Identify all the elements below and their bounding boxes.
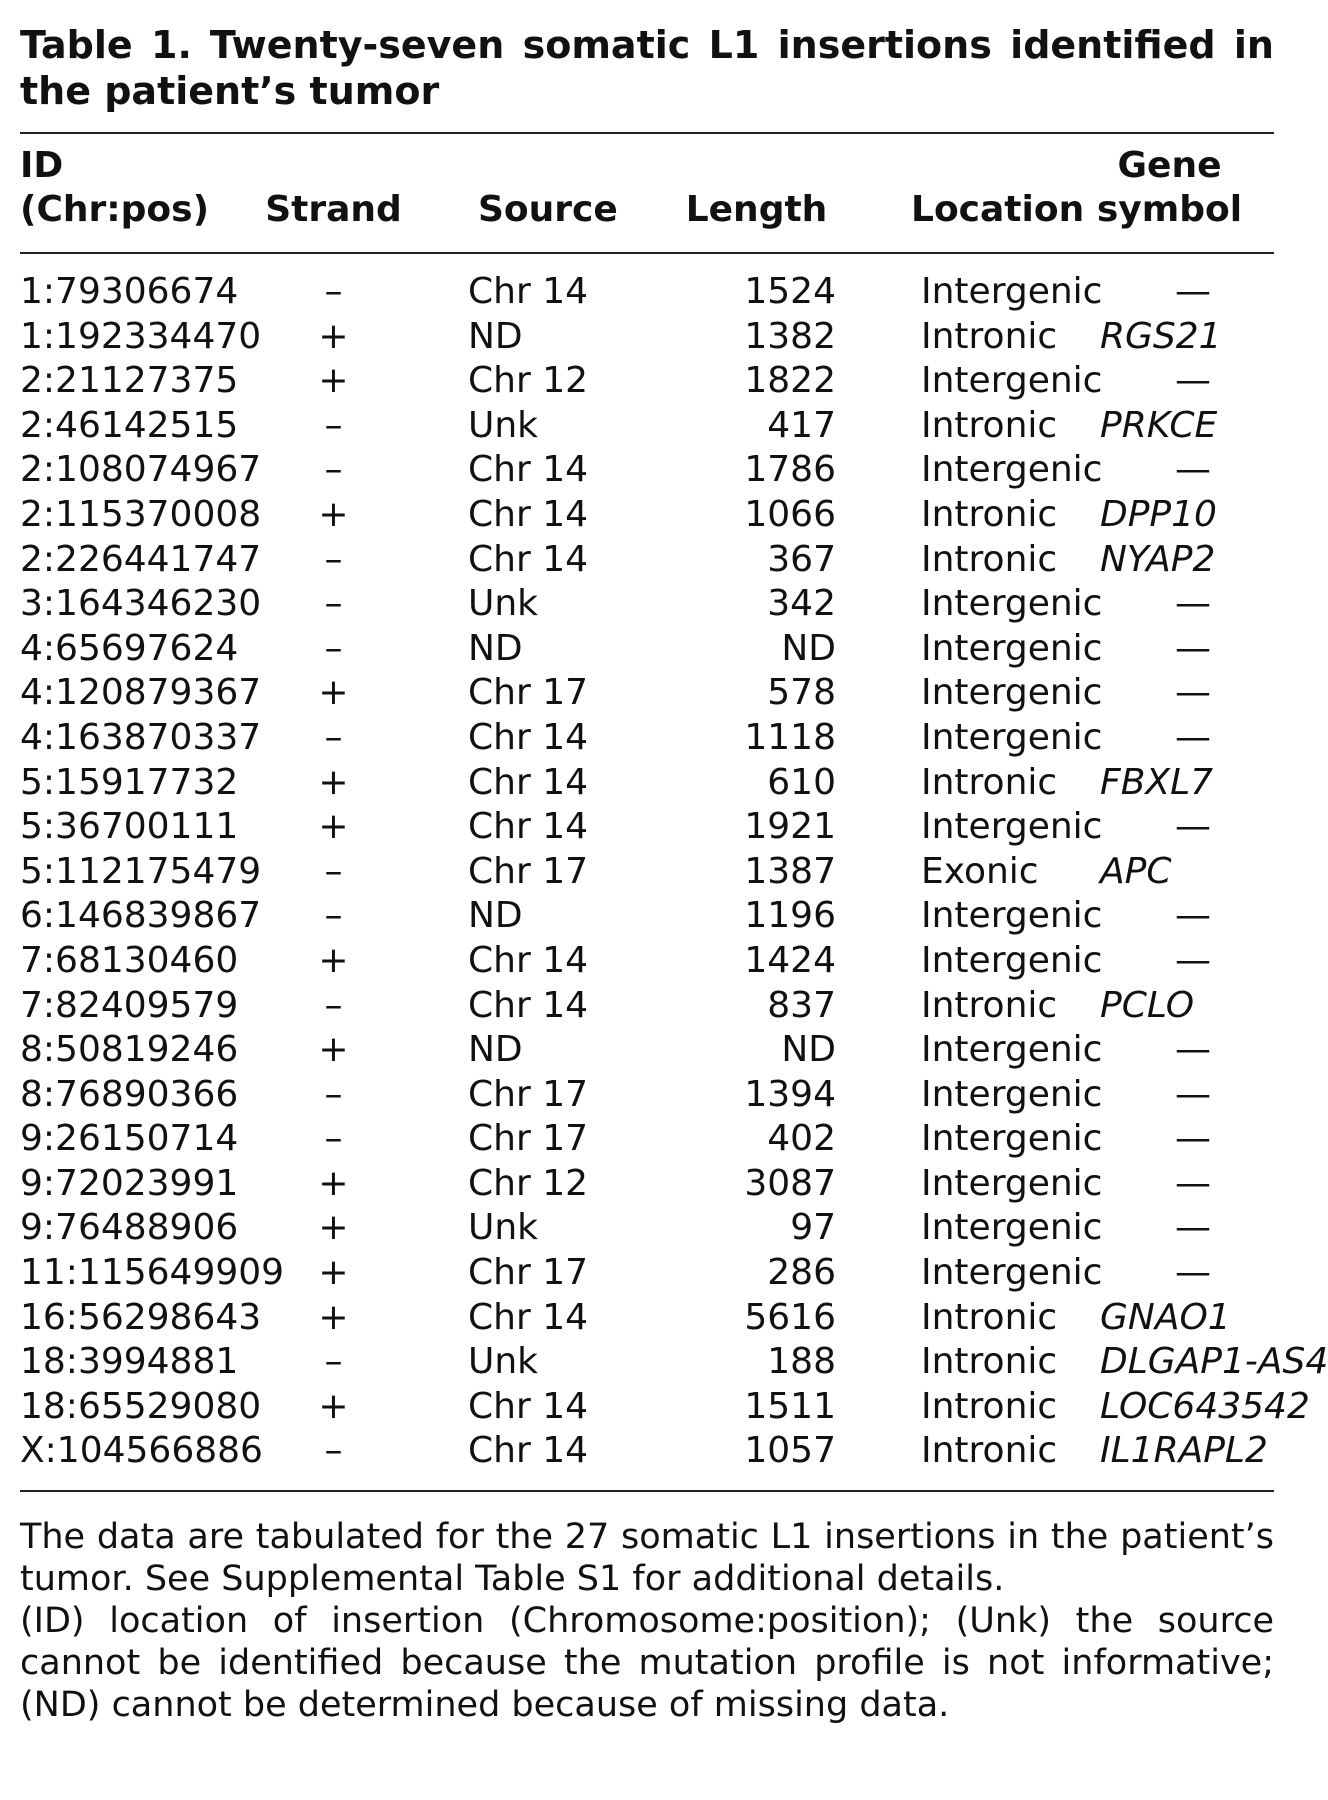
cell-length: 1382: [744, 315, 836, 357]
cell-id: 6:146839867: [20, 895, 262, 937]
cell-location: Intronic: [921, 1341, 1058, 1383]
cell-length: 1196: [744, 895, 836, 937]
cell-source: Chr 12: [468, 360, 589, 402]
header-row: [20, 144, 1274, 253]
cell-id: 2:46142515: [20, 404, 239, 446]
cell-strand: –: [324, 716, 343, 758]
table-row: [20, 1340, 1274, 1385]
cell-length: 1524: [744, 271, 836, 312]
cell-strand: –: [324, 271, 343, 312]
table-row: [20, 582, 1274, 627]
cell-location: Intergenic: [921, 583, 1103, 625]
table-row: [20, 761, 1274, 806]
cell-strand: +: [318, 806, 349, 848]
cell-length: 286: [767, 1252, 836, 1294]
cell-length: ND: [781, 627, 836, 669]
header-strand: Strand: [265, 189, 402, 230]
cell-source: Chr 14: [468, 449, 589, 491]
cell-gene-symbol: RGS21: [1100, 315, 1222, 357]
cell-strand: +: [318, 761, 349, 803]
cell-gene-symbol: GNAO1: [1100, 1296, 1231, 1338]
cell-location: Intergenic: [921, 1162, 1103, 1204]
table-row: [20, 1162, 1274, 1207]
cell-id: 8:76890366: [20, 1073, 239, 1115]
cell-strand: –: [324, 583, 343, 625]
cell-location: Intronic: [921, 984, 1058, 1026]
cell-id: 18:65529080: [20, 1385, 262, 1427]
cell-source: Chr 17: [468, 1073, 589, 1115]
header-location: Location: [911, 189, 1085, 230]
table-document: [20, 14, 1328, 1726]
cell-length: 610: [767, 761, 836, 803]
cell-source: Unk: [468, 1207, 539, 1249]
table-footnotes: [20, 1516, 1274, 1726]
cell-gene-symbol: —: [1175, 1029, 1211, 1071]
header-source: Source: [478, 189, 618, 230]
cell-strand: +: [318, 939, 349, 981]
table-row: [20, 538, 1274, 583]
cell-gene-symbol: —: [1175, 895, 1211, 937]
cell-strand: +: [318, 1162, 349, 1204]
cell-gene-symbol: —: [1175, 806, 1211, 848]
cell-strand: –: [324, 1430, 343, 1472]
cell-length: 402: [767, 1118, 836, 1160]
table-row: [20, 404, 1274, 449]
cell-id: 5:36700111: [20, 806, 239, 848]
cell-length: 1921: [744, 806, 836, 848]
cell-id: 7:82409579: [20, 984, 239, 1026]
cell-id: 16:56298643: [20, 1296, 262, 1338]
cell-location: Intergenic: [921, 806, 1103, 848]
cell-gene-symbol: PRKCE: [1100, 404, 1218, 446]
cell-length: 417: [767, 404, 836, 446]
cell-length: 3087: [744, 1162, 836, 1204]
cell-strand: –: [324, 627, 343, 669]
cell-length: 367: [767, 538, 836, 580]
cell-id: 11:115649909: [20, 1252, 285, 1294]
cell-length: 1511: [744, 1385, 836, 1427]
cell-gene-symbol: —: [1175, 1252, 1211, 1294]
cell-length: 97: [790, 1207, 836, 1249]
cell-gene-symbol: —: [1175, 271, 1211, 312]
cell-source: ND: [468, 1029, 523, 1071]
table-row: [20, 1251, 1274, 1296]
table-label: Table 1.: [20, 23, 192, 67]
cell-length: 578: [767, 672, 836, 714]
cell-id: 7:68130460: [20, 939, 239, 981]
cell-gene-symbol: —: [1175, 627, 1211, 669]
header-gene-line2: symbol: [1096, 189, 1243, 230]
cell-strand: –: [324, 984, 343, 1026]
cell-gene-symbol: LOC643542: [1100, 1385, 1310, 1427]
cell-location: Intergenic: [921, 1252, 1103, 1294]
table-row: [20, 1073, 1274, 1118]
cell-source: Unk: [468, 404, 539, 446]
cell-source: Chr 14: [468, 538, 589, 580]
cell-id: 4:120879367: [20, 672, 262, 714]
cell-strand: +: [318, 1029, 349, 1071]
cell-gene-symbol: —: [1175, 1073, 1211, 1115]
cell-source: Chr 14: [468, 1296, 589, 1338]
cell-id: 4:163870337: [20, 716, 262, 758]
cell-id: 18:3994881: [20, 1341, 239, 1383]
table-row: [20, 671, 1274, 716]
cell-source: Chr 14: [468, 271, 589, 312]
table-row: [20, 448, 1274, 493]
cell-gene-symbol: DPP10: [1100, 493, 1217, 535]
cell-gene-symbol: —: [1175, 1207, 1211, 1249]
cell-location: Intronic: [921, 538, 1058, 580]
cell-length: ND: [781, 1029, 836, 1071]
cell-location: Intronic: [921, 1385, 1058, 1427]
cell-location: Intergenic: [921, 939, 1103, 981]
cell-gene-symbol: —: [1175, 449, 1211, 491]
table-row: [20, 359, 1274, 404]
cell-length: 1387: [744, 850, 836, 892]
table-row: [20, 256, 1274, 315]
cell-id: X:104566886: [20, 1430, 263, 1472]
cell-id: 9:76488906: [20, 1207, 239, 1249]
cell-strand: +: [318, 1296, 349, 1338]
cell-location: Intronic: [921, 1296, 1058, 1338]
footnote-summary: The data are tabulated for the 27 somatic L1 insertions in the patient’s tumor. See Supplemental Table S1 for additional details.: [20, 1517, 1274, 1600]
cell-location: Intergenic: [921, 1073, 1103, 1115]
cell-strand: –: [324, 1073, 343, 1115]
table-header: [20, 134, 1274, 256]
cell-id: 9:26150714: [20, 1118, 239, 1160]
cell-length: 1424: [744, 939, 836, 981]
cell-id: 5:112175479: [20, 850, 262, 892]
cell-location: Intronic: [921, 315, 1058, 357]
cell-strand: –: [324, 404, 343, 446]
header-gene-line1: Gene: [1117, 145, 1222, 186]
header-id: ID (Chr:pos): [20, 145, 210, 230]
cell-gene-symbol: IL1RAPL2: [1100, 1430, 1268, 1472]
cell-location: Intronic: [921, 493, 1058, 535]
cell-source: ND: [468, 315, 523, 357]
cell-source: Chr 14: [468, 1385, 589, 1427]
cell-gene-symbol: DLGAP1-AS4: [1100, 1341, 1328, 1383]
cell-strand: +: [318, 315, 349, 357]
footnote-abbreviations: (ID) location of insertion (Chromosome:position); (Unk) the source cannot be identified because the mutation profile is not informative; (ND) cannot be determined because of missing data.: [20, 1601, 1274, 1726]
cell-location: Intergenic: [921, 895, 1103, 937]
cell-location: Intronic: [921, 1430, 1058, 1472]
cell-gene-symbol: NYAP2: [1100, 538, 1216, 580]
table-title: Twenty-seven somatic L1 insertions identified in the patient’s tumor: [20, 23, 1274, 113]
cell-source: Chr 14: [468, 984, 589, 1026]
cell-strand: –: [324, 895, 343, 937]
table-row: [20, 1028, 1274, 1073]
cell-source: Chr 14: [468, 806, 589, 848]
table-row: [20, 627, 1274, 672]
table-row: [20, 984, 1274, 1029]
cell-source: Chr 14: [468, 761, 589, 803]
cell-source: Chr 14: [468, 1430, 589, 1472]
cell-strand: +: [318, 360, 349, 402]
table-row: [20, 894, 1274, 939]
cell-gene-symbol: —: [1175, 672, 1211, 714]
header-length: Length: [685, 189, 828, 230]
table-row: [20, 493, 1274, 538]
cell-id: 8:50819246: [20, 1029, 239, 1071]
cell-length: 1822: [744, 360, 836, 402]
cell-strand: –: [324, 538, 343, 580]
cell-location: Intergenic: [921, 449, 1103, 491]
cell-source: ND: [468, 627, 523, 669]
cell-source: Chr 17: [468, 1252, 589, 1294]
cell-id: 2:115370008: [20, 493, 262, 535]
cell-id: 3:164346230: [20, 583, 262, 625]
table-body: [20, 256, 1328, 1474]
cell-location: Intergenic: [921, 672, 1103, 714]
cell-id: 4:65697624: [20, 627, 239, 669]
table-row: [20, 1296, 1274, 1341]
cell-location: Intergenic: [921, 1118, 1103, 1160]
bottom-rule: [20, 1490, 1274, 1492]
cell-id: 9:72023991: [20, 1162, 239, 1204]
cell-strand: –: [324, 1118, 343, 1160]
cell-length: 342: [767, 583, 836, 625]
cell-source: Unk: [468, 1341, 539, 1383]
cell-location: Intergenic: [921, 360, 1103, 402]
cell-length: 1786: [744, 449, 836, 491]
cell-gene-symbol: —: [1175, 583, 1211, 625]
cell-gene-symbol: —: [1175, 1118, 1211, 1160]
cell-location: Intergenic: [921, 716, 1103, 758]
cell-id: 1:79306674: [20, 271, 239, 312]
cell-length: 837: [767, 984, 836, 1026]
cell-length: 1118: [744, 716, 836, 758]
cell-strand: +: [318, 1207, 349, 1249]
cell-length: 188: [767, 1341, 836, 1383]
cell-id: 2:108074967: [20, 449, 262, 491]
cell-strand: +: [318, 1252, 349, 1294]
cell-location: Intergenic: [921, 1029, 1103, 1071]
cell-strand: +: [318, 493, 349, 535]
cell-length: 1394: [744, 1073, 836, 1115]
cell-gene-symbol: APC: [1100, 850, 1172, 892]
cell-gene-symbol: —: [1175, 939, 1211, 981]
table-row: [20, 315, 1274, 360]
cell-source: Chr 17: [468, 850, 589, 892]
cell-location: Intronic: [921, 404, 1058, 446]
cell-location: Intergenic: [921, 627, 1103, 669]
cell-strand: –: [324, 449, 343, 491]
cell-location: Intergenic: [921, 1207, 1103, 1249]
cell-length: 5616: [744, 1296, 836, 1338]
cell-strand: –: [324, 850, 343, 892]
cell-source: Chr 14: [468, 716, 589, 758]
cell-source: Unk: [468, 583, 539, 625]
table-caption: [20, 14, 1274, 114]
cell-strand: –: [324, 1341, 343, 1383]
cell-source: Chr 17: [468, 1118, 589, 1160]
cell-length: 1066: [744, 493, 836, 535]
table-row: [20, 1117, 1274, 1162]
cell-id: 2:226441747: [20, 538, 262, 580]
cell-location: Exonic: [921, 850, 1039, 892]
cell-id: 5:15917732: [20, 761, 239, 803]
cell-gene-symbol: PCLO: [1100, 984, 1195, 1026]
cell-gene-symbol: —: [1175, 360, 1211, 402]
table-row: [20, 716, 1274, 761]
cell-source: Chr 12: [468, 1162, 589, 1204]
cell-id: 1:192334470: [20, 315, 262, 357]
header-gene-symbol: [1065, 144, 1274, 253]
table-row: [20, 805, 1274, 850]
table-row: [20, 1429, 1274, 1474]
cell-length: 1057: [744, 1430, 836, 1472]
cell-id: 2:21127375: [20, 360, 239, 402]
table-row: [20, 1385, 1274, 1430]
cell-gene-symbol: FBXL7: [1100, 761, 1214, 803]
cell-gene-symbol: —: [1175, 716, 1211, 758]
table-row: [20, 1206, 1274, 1251]
cell-location: Intronic: [921, 761, 1058, 803]
cell-location: Intergenic: [921, 271, 1103, 312]
table-row: [20, 850, 1274, 895]
insertions-table: [20, 134, 1328, 1474]
cell-gene-symbol: —: [1175, 1162, 1211, 1204]
cell-strand: +: [318, 672, 349, 714]
cell-source: Chr 14: [468, 939, 589, 981]
cell-source: Chr 14: [468, 493, 589, 535]
table-row: [20, 939, 1274, 984]
cell-source: Chr 17: [468, 672, 589, 714]
cell-source: ND: [468, 895, 523, 937]
cell-strand: +: [318, 1385, 349, 1427]
